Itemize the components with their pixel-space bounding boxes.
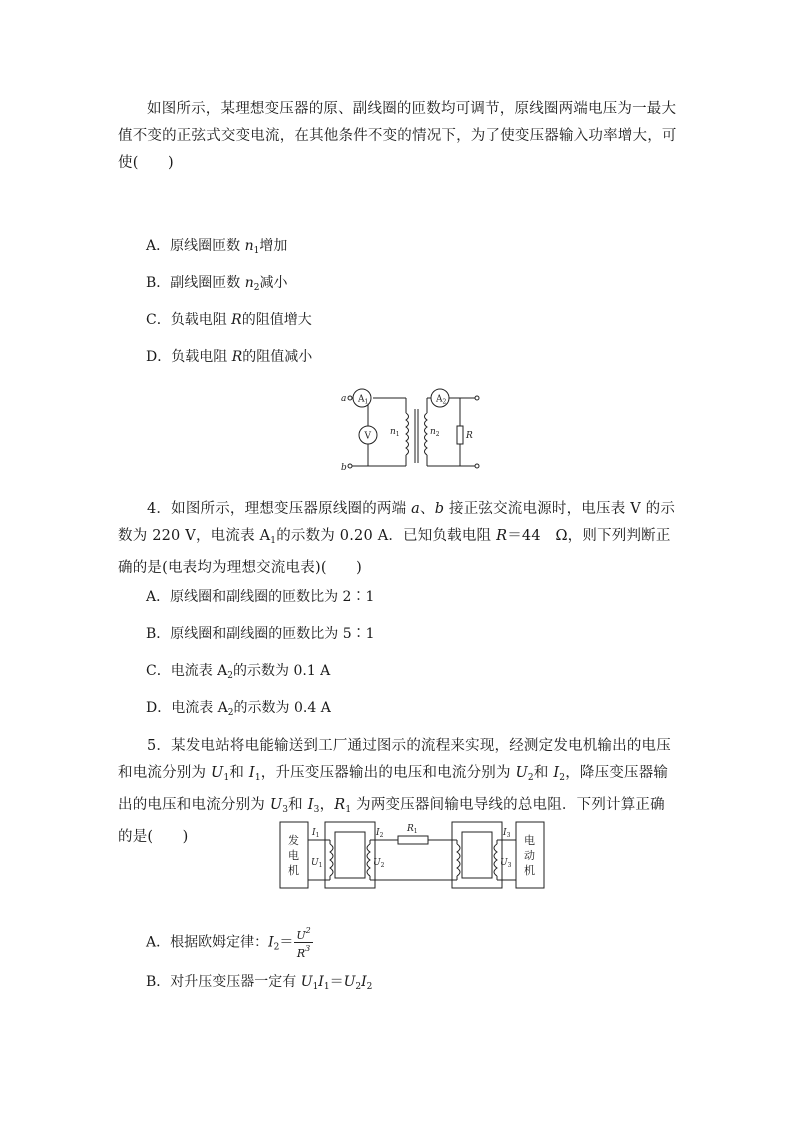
n2-label: $n_2$	[430, 427, 440, 438]
line-resistor-r1	[398, 836, 428, 844]
label-i2: $I_2$	[376, 828, 384, 839]
ammeter-a2-label: $A_2$	[436, 394, 447, 406]
label-u1: $U_1$	[311, 858, 323, 869]
q5-option-b: B．对升压变压器一定有 $U_1I_1=U_2I_2$	[146, 974, 373, 992]
n1-label: $n_1$	[390, 427, 400, 438]
generator-char-1: 发	[288, 834, 299, 847]
voltmeter-label: V	[364, 431, 371, 442]
resistor-r-label: R	[466, 431, 473, 441]
secondary-coil	[425, 413, 428, 455]
motor-char-3: 机	[524, 864, 535, 877]
q5-option-a: A．根据欧姆定律：$I_2=$ $\frac{U^2}{R^3}$	[146, 926, 311, 960]
label-r1: $R_1$	[407, 824, 418, 835]
q3-option-a: A．原线圈匝数 $n_1$增加	[146, 238, 288, 256]
motor-char-2: 动	[524, 849, 535, 862]
q5-stem: 5．某发电站将电能输送到工厂通过图示的流程来实现，经测定发电机输出的电压和电流分别为 $U_1$和 $I_1$，升压变压器输出的电压和电流分别为 $U_2$和 $I_2$，降压变压器输出的电压和电流分别为 $U_3$和 $I_3$，$R_1$ 为两变压器间输电导线的总电阻．下列计算正确的是( )	[118, 738, 671, 845]
q4-option-b: B．原线圈和副线圈的匝数比为 5∶1	[146, 626, 375, 642]
q4-stem: 4．如图所示，理想变压器原线圈的两端 a、b 接正弦交流电源时，电压表 V 的示数为 220 V，电流表 $A_1$的示数为 0.20 A．已知负载电阻 R＝44 Ω，则下列判断正确的是(电表均为理想交流电表)( )	[118, 501, 676, 576]
q3-option-b: B．副线圈匝数 $n_2$减小	[146, 275, 288, 293]
transformer-circuit-figure	[330, 385, 500, 480]
label-i1: $I_1$	[312, 828, 320, 839]
ammeter-a1-label: $A_1$	[358, 394, 369, 406]
q4-option-c: C．电流表 $A_2$的示数为 0.1 A	[146, 663, 331, 681]
power-transmission-figure	[278, 818, 548, 893]
q4-option-a: A．原线圈和副线圈的匝数比为 2∶1	[146, 589, 375, 605]
ohm-law-fraction: $\frac{U^2}{R^3}$	[296, 926, 311, 960]
load-resistor	[457, 426, 463, 444]
primary-coil	[406, 413, 409, 455]
q3-option-c: C．负载电阻 R的阻值增大	[146, 312, 312, 328]
step-up-primary-coil	[330, 844, 333, 876]
step-down-secondary-coil	[494, 844, 497, 876]
label-u3: $U_3$	[500, 858, 512, 869]
step-up-secondary-coil	[367, 844, 370, 876]
label-u2: $U_2$	[373, 858, 385, 869]
generator-char-2: 电	[288, 849, 299, 862]
motor-char-1: 电	[524, 834, 535, 847]
q3-option-d: D．负载电阻 R的阻值减小	[146, 349, 313, 365]
q3-stem: 如图所示，某理想变压器的原、副线圈的匝数均可调节，原线圈两端电压为一最大值不变的正弦式交变电流，在其他条件不变的情况下，为了使变压器输入功率增大，可使( )	[118, 101, 677, 171]
terminal-a-label: a	[341, 394, 347, 404]
terminal-b-label: b	[341, 463, 347, 473]
label-i3: $I_3$	[503, 828, 511, 839]
q4-option-d: D．电流表 $A_2$的示数为 0.4 A	[146, 700, 331, 718]
generator-char-3: 机	[288, 864, 299, 877]
step-down-primary-coil	[457, 844, 460, 876]
